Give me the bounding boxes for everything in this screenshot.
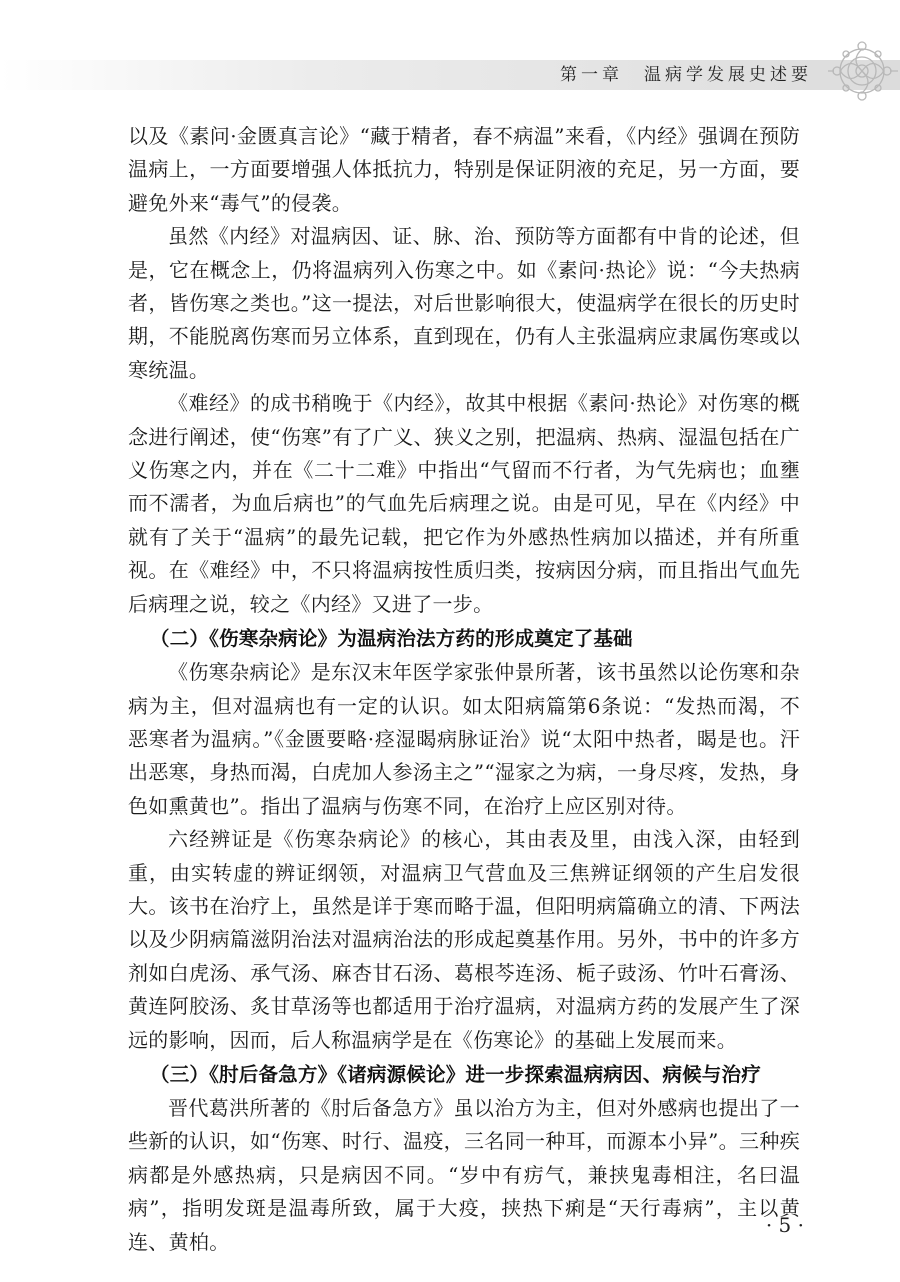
section-heading-shanghan: （二）《伤寒杂病论》为温病治法方药的形成奠定了基础 (150, 627, 633, 651)
page-body (128, 120, 800, 1259)
paragraph-neijing-concept: 虽然《内经》对温病因、证、脉、治、预防等方面都有中肯的论述，但是，它在概念上，仍将温病列入伤寒之中。如《素问·热论》说：“今夫热病者，皆伤寒之类也。”这一提法，对后世影响很大，使温病学在很长的历史时期，不能脱离伤寒而另立体系，直到现在，仍有人主张温病应隶属伤寒或以寒统温。 (128, 224, 800, 382)
paragraph-six-meridian: 六经辨证是《伤寒杂病论》的核心，其由表及里，由浅入深，由轻到重，由实转虚的辨证纲领，对温病卫气营血及三焦辨证纲领的产生启发很大。该书在治疗上，虽然是详于寒而略于温，但阳明病篇确立的清、下两法以及少阴病篇滋阴治法对温病治法的形成起奠基作用。另外，书中的许多方剂如白虎汤、承气汤、麻杏甘石汤、葛根芩连汤、栀子豉汤、竹叶石膏汤、黄连阿胶汤、炙甘草汤等也都适用于治疗温病，对温病方药的发展产生了深远的影响，因而，后人称温病学是在《伤寒论》的基础上发展而来。 (128, 827, 800, 1052)
chapter-header-title: 第一章 温病学发展史述要 (560, 65, 812, 85)
page-number: · 5 · (765, 1213, 804, 1237)
section-heading-zhouhou: （三）《肘后备急方》《诸病源候论》进一步探索温病病因、病候与治疗 (150, 1062, 761, 1086)
paragraph-ge-hong: 晋代葛洪所著的《肘后备急方》虽以治方为主，但对外感病也提出了一些新的认识，如“伤寒、时行、温疫，三名同一种耳，而源本小异”。三种疾病都是外感热病，只是病因不同。“岁中有疠气，兼挟鬼毒相注，名曰温病”，指明发斑是温毒所致，属于大疫，挟热下痢是“天行毒病”，主以黄连、黄柏。 (128, 1095, 800, 1254)
paragraph-neijing-prevention: 以及《素问·金匮真言论》“藏于精者，春不病温”来看，《内经》强调在预防温病上，一方面要增强人体抵抗力，特别是保证阴液的充足，另一方面，要避免外来“毒气”的侵袭。 (128, 124, 800, 215)
paragraph-shanghan-intro: 《伤寒杂病论》是东汉末年医学家张仲景所著，该书虽然以论伤寒和杂病为主，但对温病也有一定的认识。如太阳病篇第6条说：“发热而渴，不恶寒者为温病。”《金匮要略·痉湿暍病脉证治》说“太阳中热者，暍是也。汗出恶寒，身热而渴，白虎加人参汤主之”“湿家之为病，一身尽疼，发热，身色如熏黄也”。指出了温病与伤寒不同，在治疗上应区别对待。 (128, 660, 800, 818)
paragraph-nanjing: 《难经》的成书稍晚于《内经》，故其中根据《素问·热论》对伤寒的概念进行阐述，使“伤寒”有了广义、狭义之别，把温病、热病、湿温包括在广义伤寒之内，并在《二十二难》中指出“气留而不行者，为气先病也；血壅而不濡者，为血后病也”的气血先后病理之说。由是可见，早在《内经》中就有了关于“温病”的最先记载，把它作为外感热性病加以描述，并有所重视。在《难经》中，不只将温病按性质归类，按病因分病，而且指出气血先后病理之说，较之《内经》又进了一步。 (128, 391, 800, 616)
decorative-lace-ornament-icon (822, 36, 900, 106)
